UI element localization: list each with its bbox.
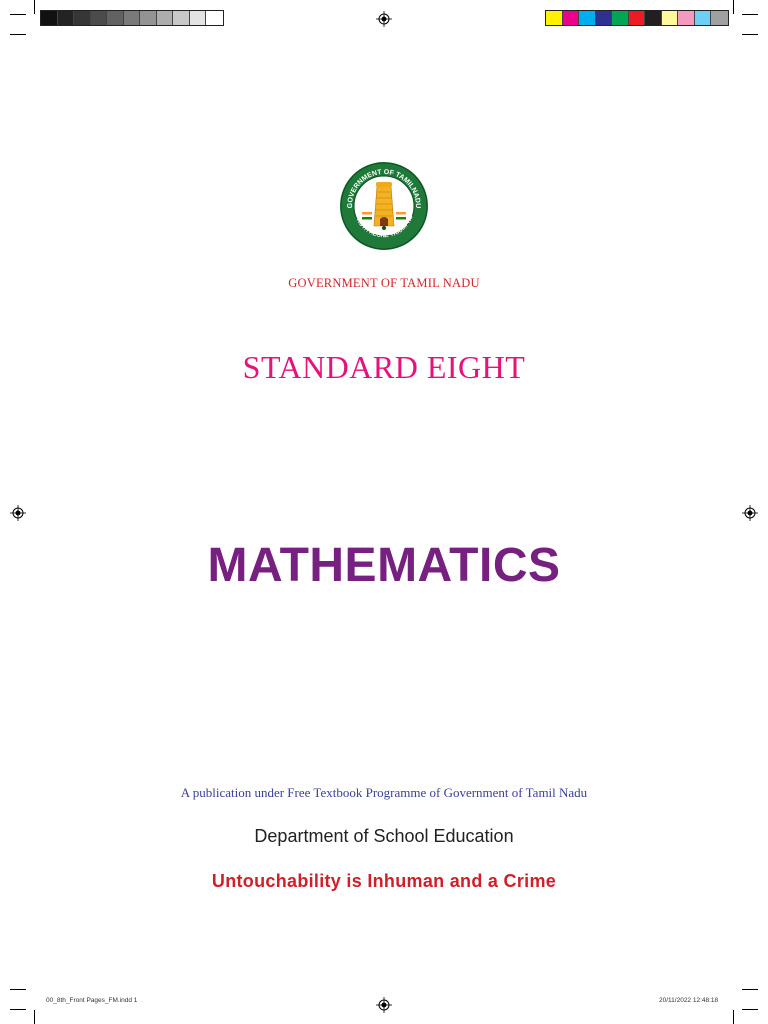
color-swatch xyxy=(612,11,629,25)
government-heading: GOVERNMENT OF TAMIL NADU xyxy=(288,276,480,290)
color-swatch xyxy=(107,11,124,25)
grayscale-color-bar xyxy=(40,10,224,26)
svg-text:GOVERNMENT OF TAMILNADU: GOVERNMENT OF TAMILNADU xyxy=(346,168,422,209)
color-swatch xyxy=(563,11,580,25)
tamil-nadu-emblem-icon xyxy=(338,160,430,252)
color-swatch xyxy=(124,11,141,25)
process-color-bar xyxy=(545,10,729,26)
color-swatch xyxy=(74,11,91,25)
color-swatch xyxy=(579,11,596,25)
color-swatch xyxy=(91,11,108,25)
color-swatch xyxy=(711,11,728,25)
color-swatch xyxy=(173,11,190,25)
color-swatch xyxy=(140,11,157,25)
slug-filename: 00_8th_Front Pages_FM.indd 1 xyxy=(46,997,138,1004)
color-swatch xyxy=(645,11,662,25)
standard-title: STANDARD EIGHT xyxy=(242,349,526,385)
color-swatch xyxy=(678,11,695,25)
color-swatch xyxy=(546,11,563,25)
department-name: Department of School Education xyxy=(254,826,514,846)
slug-timestamp: 20/11/2022 12:48:18 xyxy=(659,997,719,1004)
registration-mark-icon xyxy=(742,505,758,521)
color-swatch xyxy=(695,11,712,25)
color-swatch xyxy=(596,11,613,25)
color-swatch xyxy=(41,11,58,25)
color-swatch xyxy=(58,11,75,25)
publication-note: A publication under Free Textbook Programme of Government of Tamil Nadu xyxy=(180,785,588,800)
svg-text:TRUTH ALONE TRIUMPHS: RUTH ALONE TRIUMPHS xyxy=(354,214,415,240)
color-swatch xyxy=(629,11,646,25)
color-swatch xyxy=(206,11,223,25)
color-swatch xyxy=(157,11,174,25)
untouchability-slogan: Untouchability is Inhuman and a Crime xyxy=(211,871,557,891)
registration-mark-icon xyxy=(376,11,392,27)
color-swatch xyxy=(662,11,679,25)
color-swatch xyxy=(190,11,207,25)
registration-mark-icon xyxy=(10,505,26,521)
subject-title: MATHEMATICS xyxy=(207,539,561,592)
registration-mark-icon xyxy=(376,997,392,1013)
